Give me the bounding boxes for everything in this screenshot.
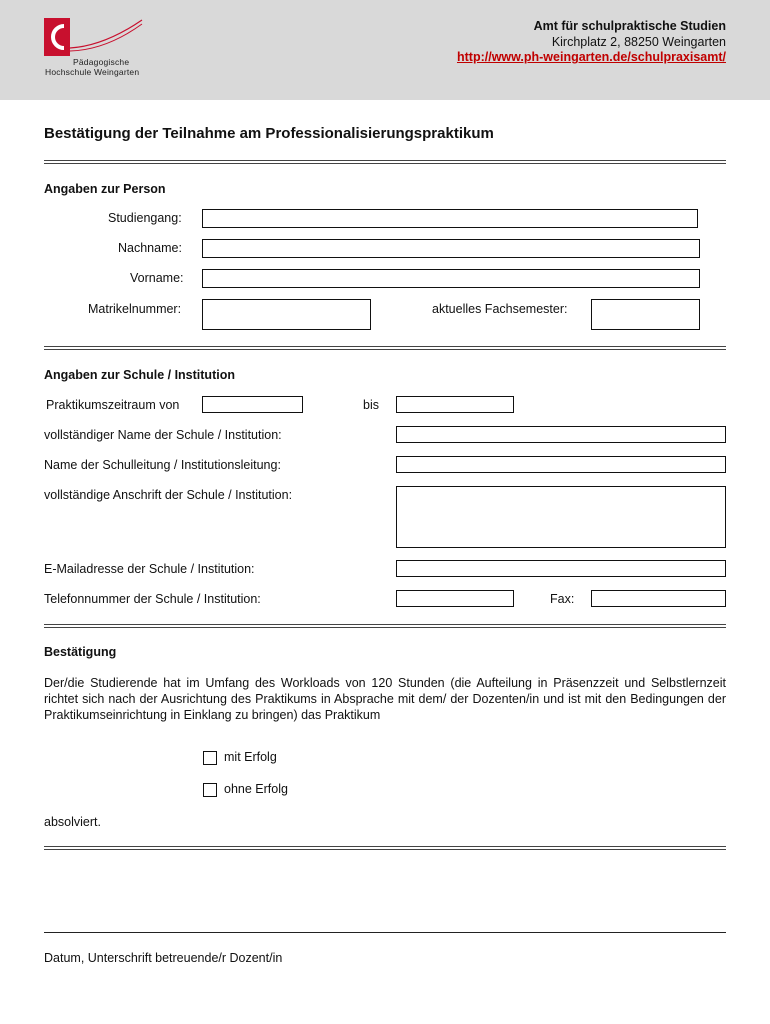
divider — [44, 624, 726, 628]
divider — [44, 346, 726, 350]
page-title: Bestätigung der Teilnahme am Professionalisierungspraktikum — [44, 125, 494, 142]
bis-label: bis — [363, 398, 379, 412]
section-heading-school: Angaben zur Schule / Institution — [44, 368, 235, 382]
logo-text-line2: Hochschule Weingarten — [45, 67, 140, 77]
zeitraum-label: Praktikumszeitraum von — [46, 398, 180, 412]
office-url-link[interactable]: http://www.ph-weingarten.de/schulpraxisamt/ — [456, 50, 726, 64]
section-heading-person: Angaben zur Person — [44, 182, 166, 196]
section-heading-confirmation: Bestätigung — [44, 645, 117, 659]
logo-text-line1: Pädagogische — [73, 57, 130, 67]
confirmation-text: Der/die Studierende hat im Umfang des Workloads von 120 Stunden (die Aufteilung in Präsenzzeit und Selbstlernzeit richtet sich nach der Ausrichtung des Praktikums in Absprache mit dem/ der Dozenten/in und ist mit den Bedingungen der Praktikumseinrichtung in Einklang zu bringen) das Praktikum — [44, 676, 726, 722]
studiengang-field[interactable] — [202, 209, 698, 228]
fachsemester-label: aktuelles Fachsemester: — [432, 302, 568, 316]
school-head-field[interactable] — [396, 456, 726, 473]
school-name-label: vollständiger Name der Schule / Institution: — [44, 428, 282, 442]
signature-line[interactable] — [44, 932, 726, 933]
fachsemester-field[interactable] — [591, 299, 700, 330]
office-name: Amt für schulpraktische Studien — [533, 19, 726, 33]
vorname-field[interactable] — [202, 269, 700, 288]
fail-checkbox[interactable] — [203, 783, 217, 797]
school-email-label: E-Mailadresse der Schule / Institution: — [44, 562, 255, 576]
school-phone-field[interactable] — [396, 590, 514, 607]
matrikelnummer-label: Matrikelnummer: — [88, 302, 182, 316]
nachname-label: Nachname: — [118, 241, 182, 255]
signature-label: Datum, Unterschrift betreuende/r Dozent/in — [44, 951, 283, 965]
office-address: Kirchplatz 2, 88250 Weingarten — [551, 35, 726, 49]
success-label: mit Erfolg — [224, 750, 277, 764]
university-logo-icon — [44, 18, 144, 58]
divider — [44, 846, 726, 850]
closing-text: absolviert. — [44, 815, 101, 829]
zeitraum-bis-field[interactable] — [396, 396, 514, 413]
fail-label: ohne Erfolg — [224, 782, 288, 796]
school-email-field[interactable] — [396, 560, 726, 577]
school-phone-label: Telefonnummer der Schule / Institution: — [44, 592, 261, 606]
school-address-label: vollständige Anschrift der Schule / Institution: — [44, 488, 293, 502]
nachname-field[interactable] — [202, 239, 700, 258]
success-checkbox[interactable] — [203, 751, 217, 765]
vorname-label: Vorname: — [130, 271, 184, 285]
zeitraum-von-field[interactable] — [202, 396, 303, 413]
fax-label: Fax: — [550, 592, 575, 606]
school-name-field[interactable] — [396, 426, 726, 443]
school-head-label: Name der Schulleitung / Institutionsleitung: — [44, 458, 281, 472]
matrikelnummer-field[interactable] — [202, 299, 371, 330]
page-header — [0, 0, 770, 100]
fax-field[interactable] — [591, 590, 726, 607]
school-address-field[interactable] — [396, 486, 726, 548]
divider — [44, 160, 726, 164]
studiengang-label: Studiengang: — [108, 211, 182, 225]
